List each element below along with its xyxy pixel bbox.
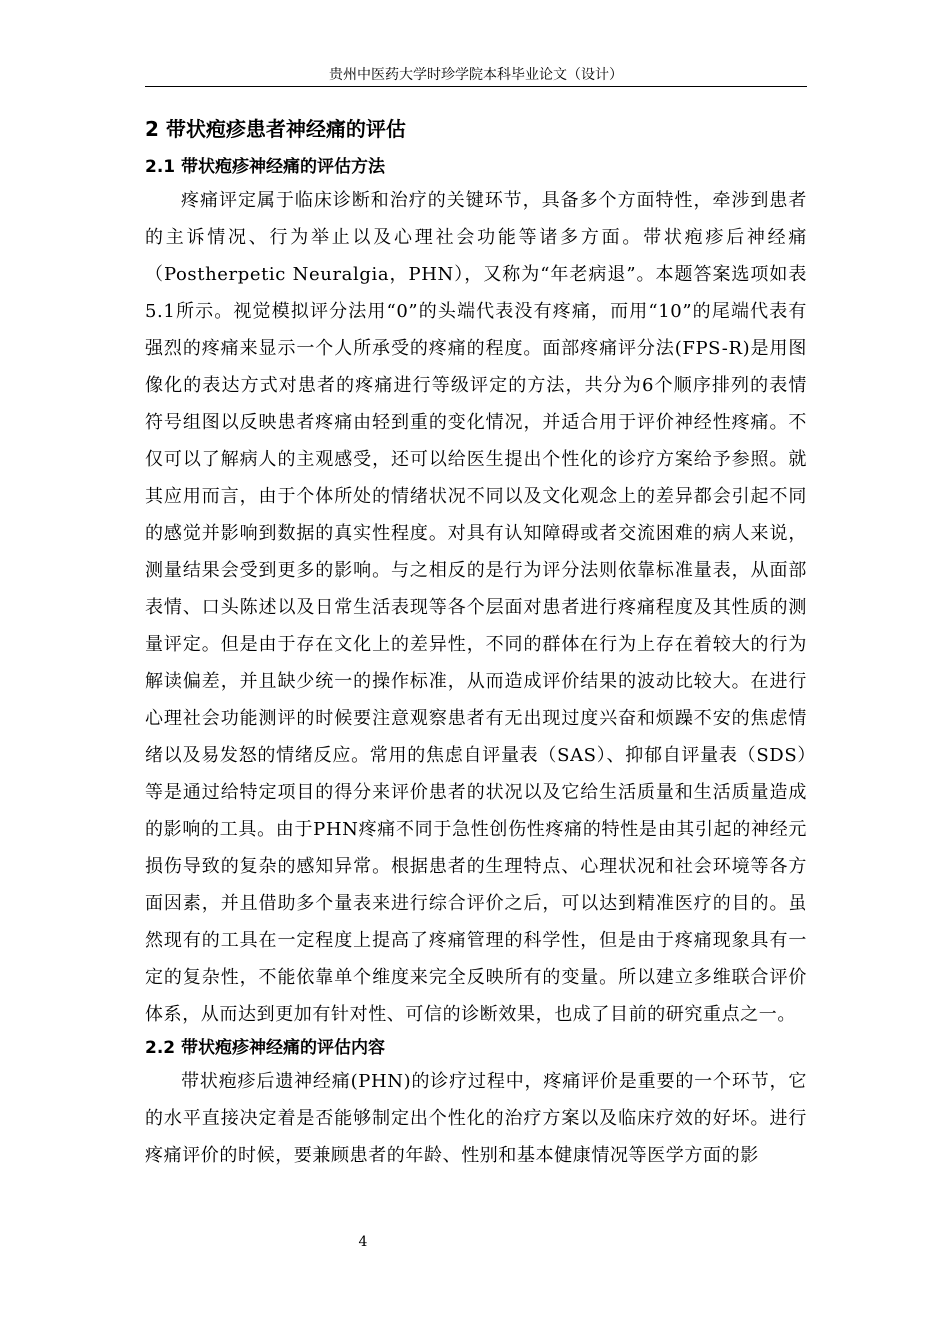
paragraph-2-2: 带状疱疹后遗神经痛(PHN)的诊疗过程中，疼痛评价是重要的一个环节，它的水平直接决定着是否能够制定出个性化的治疗方案以及临床疗效的好坏。进行疼痛评价的时候，要兼顾患者的年龄、性别和基本健康情况等医学方面的影 xyxy=(145,1071,807,1166)
page-header: 贵州中医药大学时珍学院本科毕业论文（设计） xyxy=(329,67,623,83)
page-body xyxy=(145,112,807,1174)
page-footer xyxy=(0,1234,950,1250)
page-number: 4 xyxy=(358,1234,368,1250)
paragraph-2-1: 疼痛评定属于临床诊断和治疗的关键环节，具备多个方面特性，牵涉到患者的主诉情况、行为举止以及心理社会功能等诸多方面。带状疱疹后神经痛（Postherpetic Neuralgia，PHN），又称为“年老病退”。本题答案选项如表5.1所示。视觉模拟评分法用“0”的头端代表没有疼痛，而用“10”的尾端代表有强烈的疼痛来显示一个人所承受的疼痛的程度。面部疼痛评分法(FPS-R)是用图像化的表达方式对患者的疼痛进行等级评定的方法，共分为6个顺序排列的表情符号组图以反映患者疼痛由轻到重的变化情况，并适合用于评价神经性疼痛。不仅可以了解病人的主观感受，还可以给医生提出个性化的诊疗方案给予参照。就其应用而言，由于个体所处的情绪状况不同以及文化观念上的差异都会引起不同的感觉并影响到数据的真实性程度。对具有认知障碍或者交流困难的病人来说，测量结果会受到更多的影响。与之相反的是行为评分法则依靠标准量表，从面部表情、口头陈述以及日常生活表现等各个层面对患者进行疼痛程度及其性质的测量评定。但是由于存在文化上的差异性，不同的群体在行为上存在着较大的行为解读偏差，并且缺少统一的操作标准，从而造成评价结果的波动比较大。在进行心理社会功能测评的时候要注意观察患者有无出现过度兴奋和烦躁不安的焦虑情绪以及易发怒的情绪反应。常用的焦虑自评量表（SAS）、抑郁自评量表（SDS）等是通过给特定项目的得分来评价患者的状况以及它给生活质量和生活质量造成的影响的工具。由于PHN疼痛不同于急性创伤性疼痛的特性是由其引起的神经元损伤导致的复杂的感知异常。根据患者的生理特点、心理状况和社会环境等各方面因素，并且借助多个量表来进行综合评价之后，可以达到精准医疗的目的。虽然现有的工具在一定程度上提高了疼痛管理的科学性，但是由于疼痛现象具有一定的复杂性，不能依靠单个维度来完全反映所有的变量。所以建立多维联合评价体系，从而达到更加有针对性、可信的诊断效果，也成了目前的研究重点之一。 xyxy=(145,190,807,1025)
subsection-title-2-2: 2.2 带状疱疹神经痛的评估内容 xyxy=(145,1038,386,1058)
section-title: 2 带状疱疹患者神经痛的评估 xyxy=(145,117,406,141)
subsection-title-2-1: 2.1 带状疱疹神经痛的评估方法 xyxy=(145,157,386,177)
header-rule xyxy=(145,86,807,87)
